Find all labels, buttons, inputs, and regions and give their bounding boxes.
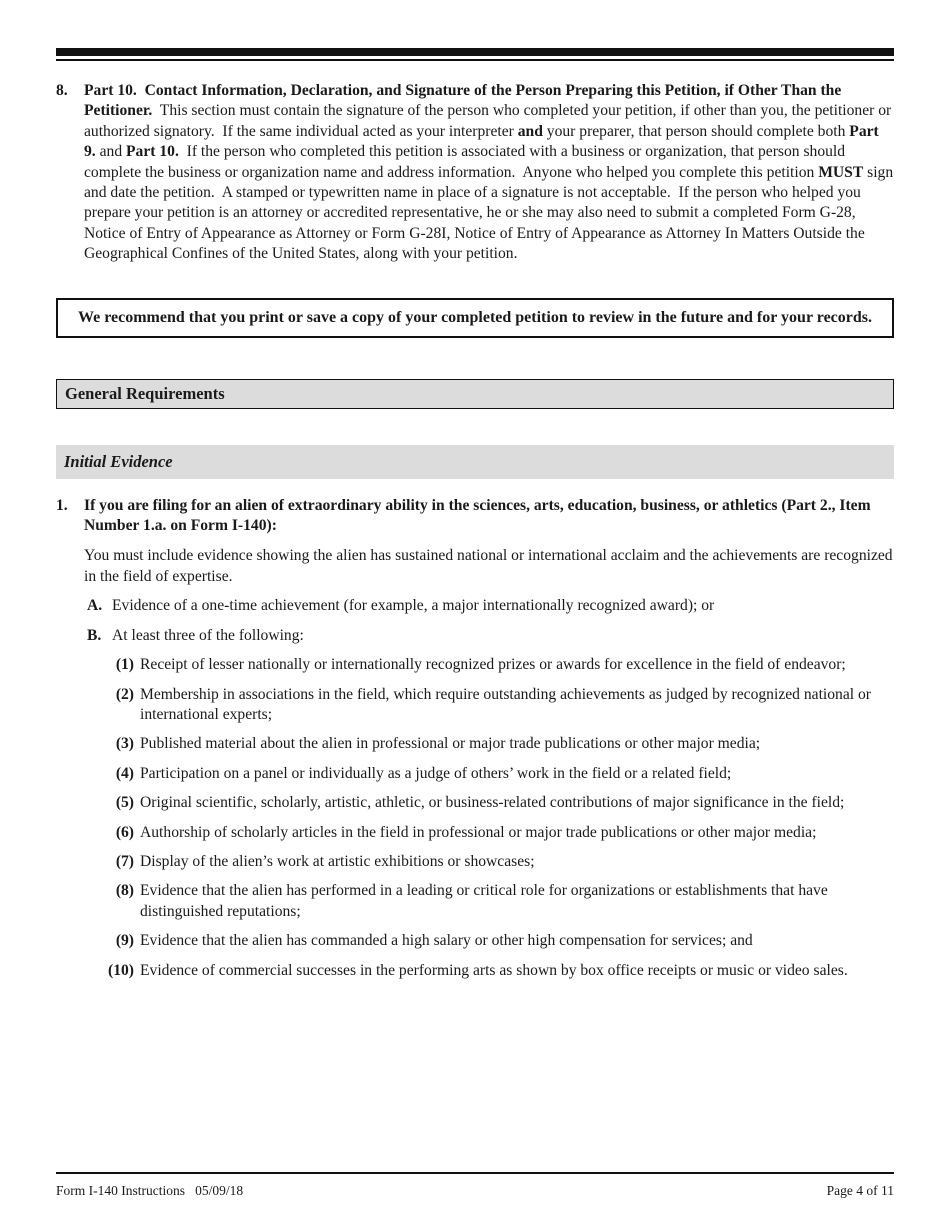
text-segment: your preparer, that person should complete both [542, 122, 850, 140]
criteria-item-5-marker: (5) [115, 794, 134, 812]
item-1-intro: You must include evidence showing the alien has sustained national or international acclaim and the achievements are recognized in the field of expertise. [84, 547, 897, 585]
criteria-item-6-text: Authorship of scholarly articles in the field in professional or major trade publications or other major media; [140, 823, 817, 841]
text-segment: Part 9. [84, 122, 883, 161]
recommendation-text: We recommend that you print or save a copy of your completed petition to review in the future and for your records. [77, 308, 872, 326]
sub-item-a-text: Evidence of a one-time achievement (for example, a major internationally recognized award); or [112, 597, 715, 615]
criteria-item-10-marker: (10) [108, 961, 134, 979]
header-rule-thick [56, 48, 894, 56]
header-rule-thin [56, 59, 894, 61]
item-1-number: 1. [56, 496, 68, 514]
criteria-item-7 [104, 852, 894, 872]
criteria-item-4-text: Participation on a panel or individually as a judge of others’ work in the field or a related field; [140, 764, 732, 782]
text-segment: MUST [818, 163, 864, 181]
criteria-item-8-text: Evidence that the alien has performed in a leading or critical role for organizations or establishments that have distinguished reputations; [140, 882, 832, 920]
criteria-item-8 [104, 881, 894, 922]
criteria-item-4-marker: (4) [115, 764, 134, 782]
criteria-item-8-marker: (8) [115, 882, 134, 900]
text-segment: Part 10. [126, 143, 179, 161]
instruction-item-8 [56, 81, 898, 265]
criteria-item-10-text: Evidence of commercial successes in the performing arts as shown by box office receipts or music or video sales. [140, 961, 848, 979]
section-title: General Requirements [65, 383, 225, 403]
criteria-item-4 [104, 764, 894, 784]
footer [56, 1172, 894, 1199]
sub-item-b [87, 626, 894, 646]
criteria-item-5-text: Original scientific, scholarly, artistic, athletic, or business-related contributions of major significance in the field; [140, 794, 845, 812]
subsection-title: Initial Evidence [64, 451, 173, 471]
subsection-header-initial-evidence [56, 445, 894, 479]
text-segment: sign and date the petition. A stamped or typewritten name in place of a signature is not acceptable. If the person who helped you prepare your petition is an attorney or accredited representative, he or she may also need to submit a completed Form G-28, Notice of Entry of Appearance as Attorney or Form G-28I, Notice of Entry of Appearance as Attorney In Matters Outside the Geographical Confines of the United States, along with your petition. [84, 163, 898, 263]
sub-item-b-text: At least three of the following: [112, 626, 304, 644]
criteria-item-1 [104, 655, 894, 675]
item-8-text [84, 81, 898, 265]
criteria-item-2-text: Membership in associations in the field, which require outstanding achievements as judged by recognized national or international experts; [140, 685, 875, 723]
sub-item-a-marker: A. [87, 597, 103, 615]
item-1-heading: If you are filing for an alien of extraordinary ability in the sciences, arts, education, business, or athletics (Part 2., Item Number 1.a. on Form I-140): [84, 496, 875, 535]
criteria-item-6-marker: (6) [115, 823, 134, 841]
sub-item-a [87, 596, 894, 616]
criteria-item-1-text: Receipt of lesser nationally or internationally recognized prizes or awards for excellence in the field of endeavor; [140, 656, 846, 674]
criteria-item-9 [104, 931, 894, 951]
criteria-item-9-text: Evidence that the alien has commanded a high salary or other high compensation for services; and [140, 932, 753, 950]
criteria-item-1-marker: (1) [115, 656, 134, 674]
text-segment: and [95, 143, 127, 161]
criteria-item-3 [104, 734, 894, 754]
instruction-item-1 [56, 496, 894, 537]
criteria-item-5 [104, 793, 894, 813]
text-segment: Part 10. Contact Information, Declaration, and Signature of the Person Preparing this Petition, if Other Than the Petitioner. [84, 82, 846, 120]
criteria-item-3-marker: (3) [115, 735, 134, 753]
criteria-item-6 [104, 823, 894, 843]
criteria-item-7-text: Display of the alien’s work at artistic exhibitions or showcases; [140, 852, 535, 870]
footer-form-title: Form I-140 Instructions 05/09/18 [56, 1183, 244, 1198]
criteria-item-2 [104, 685, 894, 726]
criteria-item-10 [104, 961, 894, 981]
text-segment: and [517, 122, 543, 140]
text-segment: If the person who completed this petition is associated with a business or organization, that person should complete the business or organization name and address information. Anyone who helped you complete this petition [84, 143, 849, 181]
section-header-general-requirements [56, 379, 894, 409]
text-segment: This section must contain the signature of the person who completed your petition, if other than you, the petitioner or authorized signatory. If the same individual acted as your interpreter [84, 102, 896, 140]
recommendation-box [56, 298, 894, 338]
criteria-item-2-marker: (2) [115, 685, 134, 703]
criteria-item-7-marker: (7) [115, 852, 134, 870]
item-8-number: 8. [56, 82, 68, 99]
sub-item-b-marker: B. [87, 626, 102, 644]
criteria-item-3-text: Published material about the alien in professional or major trade publications or other major media; [140, 735, 761, 753]
footer-page-number: Page 4 of 11 [826, 1183, 894, 1198]
criteria-item-9-marker: (9) [115, 932, 134, 950]
